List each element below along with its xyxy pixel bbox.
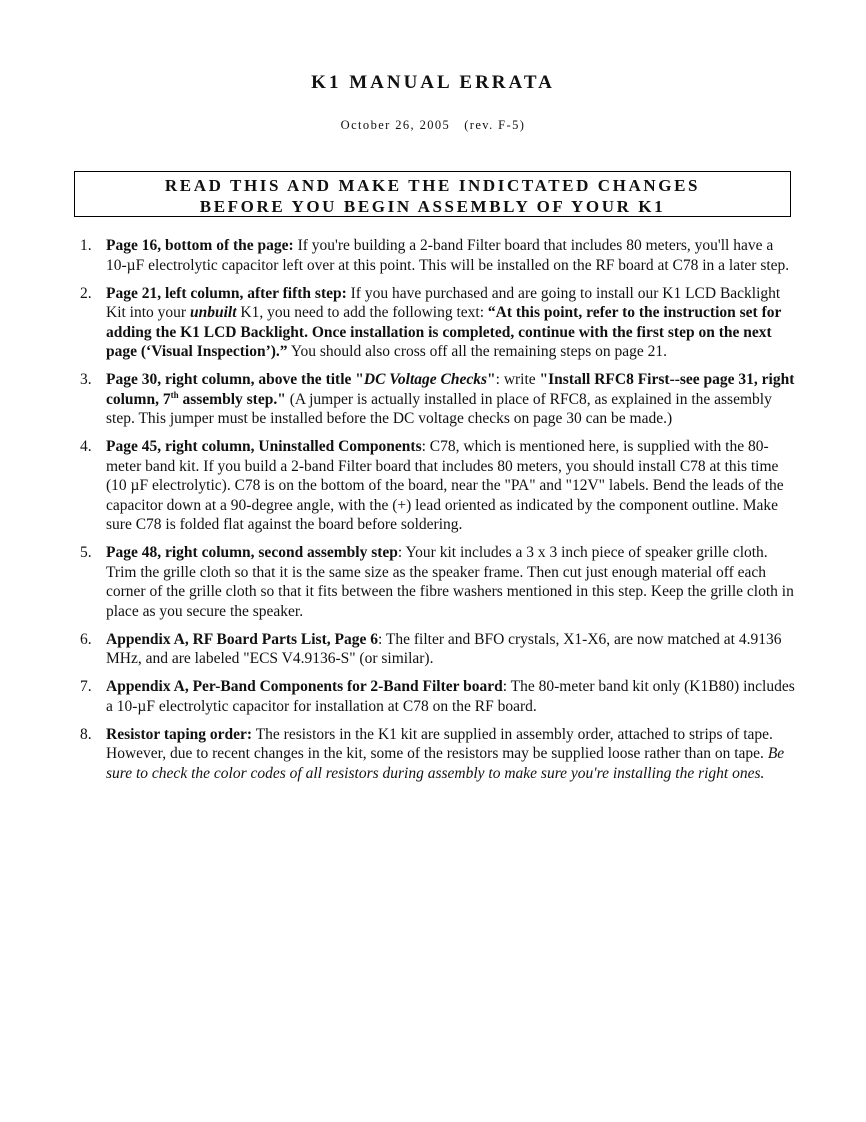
errata-item-5: [80, 543, 796, 621]
errata-list: [80, 236, 796, 792]
item-heading: Page 16, bottom of the page:: [106, 237, 294, 254]
item-text: : C78, which is mentioned here, is supplied with the 80-meter band kit. If you build a 2-band Filter board that includes 80 meters, you should install C78 at this time (10 µF electrolytic). C78 is on the bottom of the board, near the "PA" and "12V" labels. Bend the leads of the capacitor down at a 90-degree angle, with the (+) lead oriented as indicated by the component outline. Make sure C78 is folded flat against the board before soldering.: [106, 438, 784, 533]
errata-item-3: [80, 370, 796, 429]
item-number: 2.: [80, 284, 92, 302]
item-heading: Page 45, right column, Uninstalled Components: [106, 438, 422, 455]
item-number: 8.: [80, 725, 92, 743]
item-heading: Resistor taping order:: [106, 725, 253, 743]
item-text: : Your kit includes a 3 x 3 inch piece of speaker grille cloth. Trim the grille cloth so that it is the same size as the speaker frame. Then cut just enough material off each corner of the grille cloth so that it fits between the fibre washers mentioned in this step. Keep the grille cloth in place as you secure the speaker.: [106, 544, 794, 620]
item-text: : The 80-meter band kit only (K1B80) includes a 10-µF electrolytic capacitor for installation at C78 on the RF board.: [106, 678, 795, 715]
item-text: If you're building a 2-band Filter board that includes 80 meters, you'll have a 10-µF electrolytic capacitor left over at this point. This will be installed on the RF board at C78 in a later step.: [106, 237, 790, 274]
item-number: 6.: [80, 630, 92, 648]
item-bold-text: assembly step.": [178, 390, 286, 408]
item-text: You should also cross off all the remaining steps on page 21.: [287, 343, 667, 360]
item-heading: Appendix A, RF Board Parts List, Page 6: [106, 630, 378, 648]
item-text: : write: [495, 371, 540, 388]
errata-item-1: [80, 236, 796, 275]
item-number: 4.: [80, 438, 92, 455]
page-title: K1 MANUAL ERRATA: [311, 72, 555, 93]
item-number: 7.: [80, 678, 92, 695]
item-text: The resistors in the K1 kit are supplied in assembly order, attached to strips of tape. However, due to recent changes in the kit, some of the resistors may be supplied loose rather than on tape.: [106, 725, 773, 762]
assembly-warning-box: [74, 171, 791, 217]
warning-line-1: READ THIS AND MAKE THE INDICTATED CHANGES: [164, 176, 701, 195]
errata-item-4: [80, 437, 796, 535]
item-italic-note: Be sure to check the color codes of all resistors during assembly to make sure you're installing the right ones.: [106, 745, 785, 782]
item-heading: ": [487, 371, 496, 388]
item-superscript: th: [170, 389, 179, 400]
errata-item-7: [80, 677, 796, 716]
document-date-line: [0, 118, 866, 133]
item-number: 5.: [80, 544, 92, 561]
errata-item-6: [80, 630, 796, 669]
errata-item-2: [80, 284, 796, 362]
item-number: 3.: [80, 371, 92, 388]
item-emphasis: unbuilt: [189, 304, 237, 321]
item-text: : The filter and BFO crystals, X1-X6, are now matched at 4.9136 MHz, and are labeled "ECS V4.9136-S" (or similar).: [106, 630, 782, 667]
item-number: 1.: [80, 237, 92, 254]
item-text: (A jumper is actually installed in place of RFC8, as explained in the assembly step. This jumper must be installed before the DC voltage checks on page 30 can be made.): [106, 390, 772, 427]
item-heading: Page 21, left column, after fifth step:: [106, 284, 347, 302]
item-bold-text: "Install RFC8 First--see page 31, right column, 7: [106, 371, 795, 408]
item-heading: Page 30, right column, above the title ": [106, 371, 364, 388]
item-heading-italic: DC Voltage Checks: [363, 371, 488, 388]
warning-line-2: BEFORE YOU BEGIN ASSEMBLY OF YOUR K1: [199, 197, 666, 216]
item-bold-quote: “At this point, refer to the instruction set for adding the K1 LCD Backlight. Once installation is completed, continue with the first step on the next page (‘Visual Inspection’).”: [106, 304, 782, 360]
item-heading: Page 48, right column, second assembly step: [106, 544, 398, 561]
document-date: October 26, 2005: [340, 118, 451, 132]
errata-item-8: [80, 725, 796, 784]
document-revision: (rev. F-5): [464, 118, 526, 132]
item-heading: Appendix A, Per-Band Components for 2-Band Filter board: [106, 678, 503, 695]
item-text: If you have purchased and are going to install our K1 LCD Backlight Kit into your: [106, 284, 781, 321]
item-text: K1, you need to add the following text:: [236, 304, 488, 321]
